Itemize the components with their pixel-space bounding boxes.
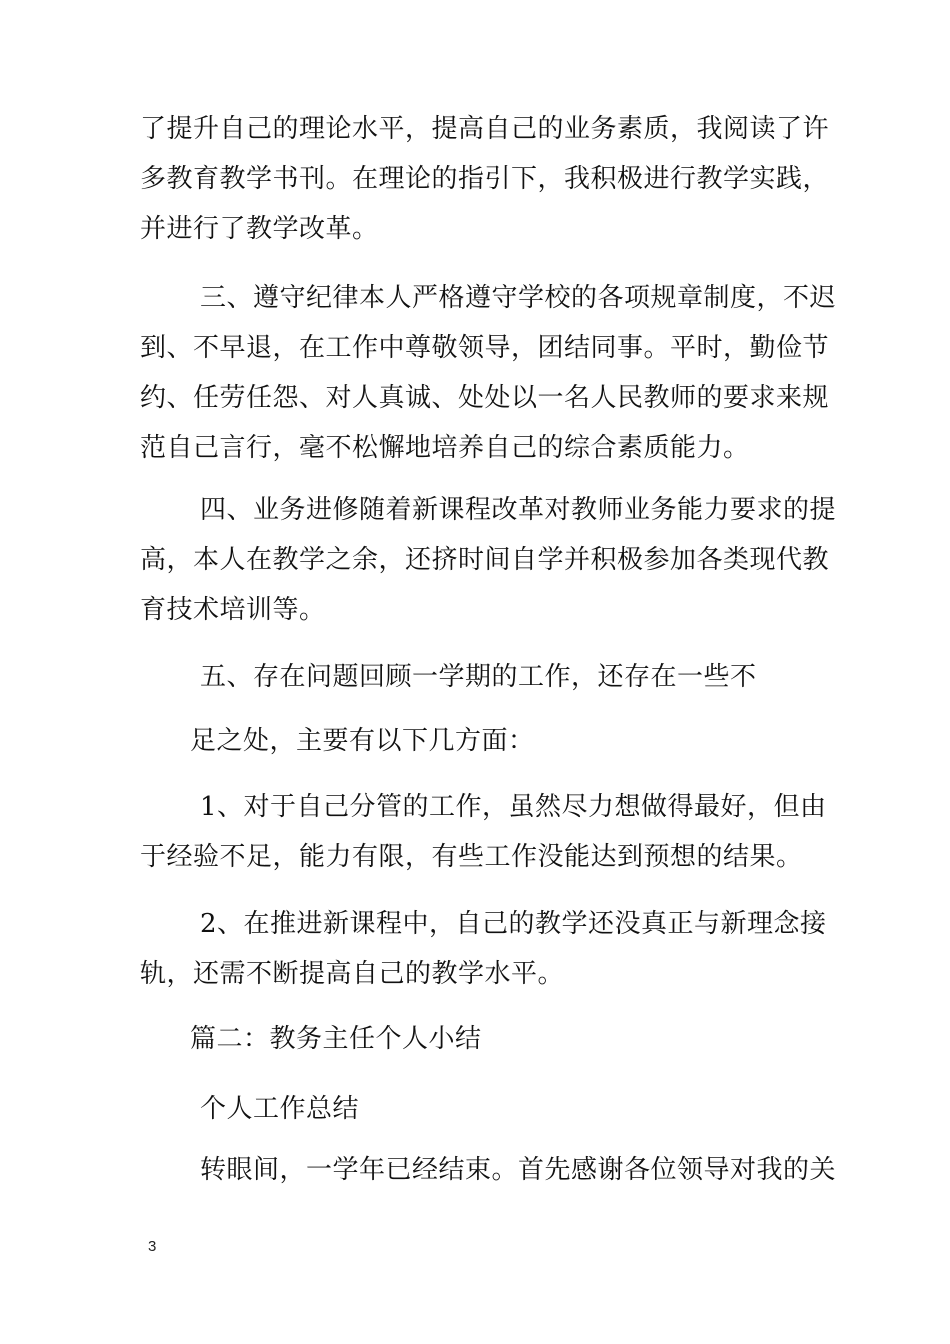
text-line-15: 2、在推进新课程中，自己的教学还没真正与新理念接: [200, 909, 827, 939]
page-number: 3: [148, 1238, 157, 1255]
text-line-14: 于经验不足，能力有限，有些工作没能达到预想的结果。: [140, 842, 803, 872]
text-line-16: 轨，还需不断提高自己的教学水平。: [140, 959, 565, 989]
section-subheading: 个人工作总结: [200, 1094, 360, 1124]
text-line-6: 约、任劳任怨、对人真诚、处处以一名人民教师的要求来规: [140, 383, 830, 413]
section-heading: 篇二：教务主任个人小结: [190, 1024, 482, 1054]
text-line-2: 多教育教学书刊。在理论的指引下，我积极进行教学实践，: [140, 164, 830, 194]
text-line-3: 并进行了教学改革。: [140, 214, 379, 244]
text-line-12: 足之处，主要有以下几方面：: [190, 726, 535, 756]
text-line-10: 育技术培训等。: [140, 595, 326, 625]
text-line-19: 转眼间，一学年已经结束。首先感谢各位领导对我的关: [200, 1155, 837, 1185]
text-line-1: 了提升自己的理论水平，提高自己的业务素质，我阅读了许: [140, 114, 830, 144]
text-line-5: 到、不早退，在工作中尊敬领导，团结同事。平时，勤俭节: [140, 333, 830, 363]
text-line-8: 四、业务进修随着新课程改革对教师业务能力要求的提: [200, 495, 837, 525]
text-line-7: 范自己言行，毫不松懈地培养自己的综合素质能力。: [140, 433, 750, 463]
text-line-11: 五、存在问题回顾一学期的工作，还存在一些不: [200, 662, 757, 692]
text-line-13: 1、对于自己分管的工作，虽然尽力想做得最好，但由: [200, 792, 827, 822]
text-line-9: 高，本人在教学之余，还挤时间自学并积极参加各类现代教: [140, 545, 830, 575]
text-line-4: 三、遵守纪律本人严格遵守学校的各项规章制度，不迟: [200, 283, 837, 313]
